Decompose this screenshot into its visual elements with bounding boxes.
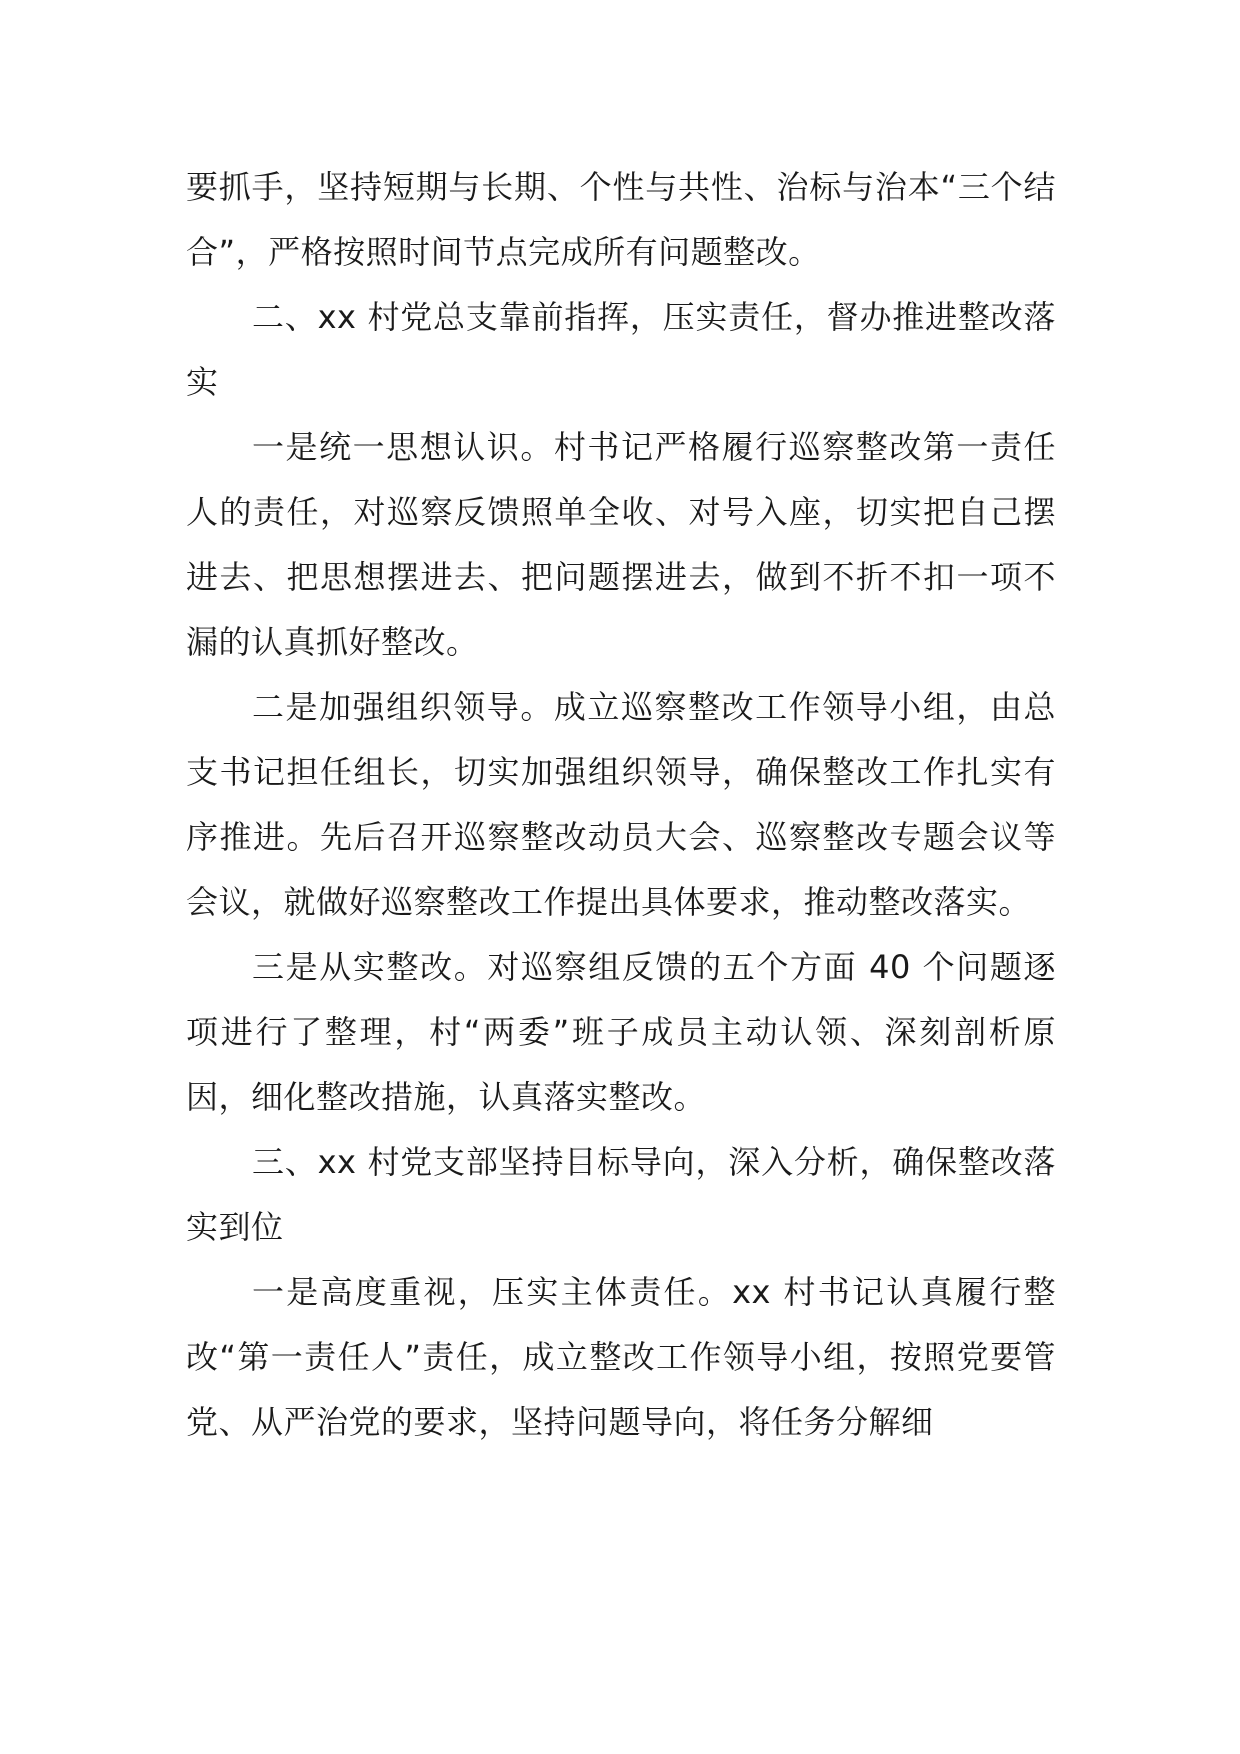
- section-heading-three: 三、xx 村党支部坚持目标导向，深入分析，确保整改落实到位: [186, 1143, 1056, 1246]
- paragraph-continuation: 要抓手，坚持短期与长期、个性与共性、治标与治本“三个结合”，严格按照时间节点完成所有问题整改。: [186, 168, 1056, 271]
- paragraph-practical-rectification: 三是从实整改。对巡察组反馈的五个方面 40 个问题逐项进行了整理，村“两委”班子成员主动认领、深刻剖析原因，细化整改措施，认真落实整改。: [186, 948, 1056, 1116]
- document-body: [186, 155, 1056, 1455]
- paragraph-strengthen-leadership: 二是加强组织领导。成立巡察整改工作领导小组，由总支书记担任组长，切实加强组织领导，确保整改工作扎实有序推进。先后召开巡察整改动员大会、巡察整改专题会议等会议，就做好巡察整改工作提出具体要求，推动整改落实。: [186, 688, 1056, 921]
- paragraph-high-attention: 一是高度重视，压实主体责任。xx 村书记认真履行整改“第一责任人”责任，成立整改工作领导小组，按照党要管党、从严治党的要求，坚持问题导向，将任务分解细: [186, 1273, 1056, 1441]
- section-heading-two: 二、xx 村党总支靠前指挥，压实责任，督办推进整改落实: [186, 298, 1056, 401]
- paragraph-unify-thinking: 一是统一思想认识。村书记严格履行巡察整改第一责任人的责任，对巡察反馈照单全收、对号入座，切实把自己摆进去、把思想摆进去、把问题摆进去，做到不折不扣一项不漏的认真抓好整改。: [186, 428, 1056, 661]
